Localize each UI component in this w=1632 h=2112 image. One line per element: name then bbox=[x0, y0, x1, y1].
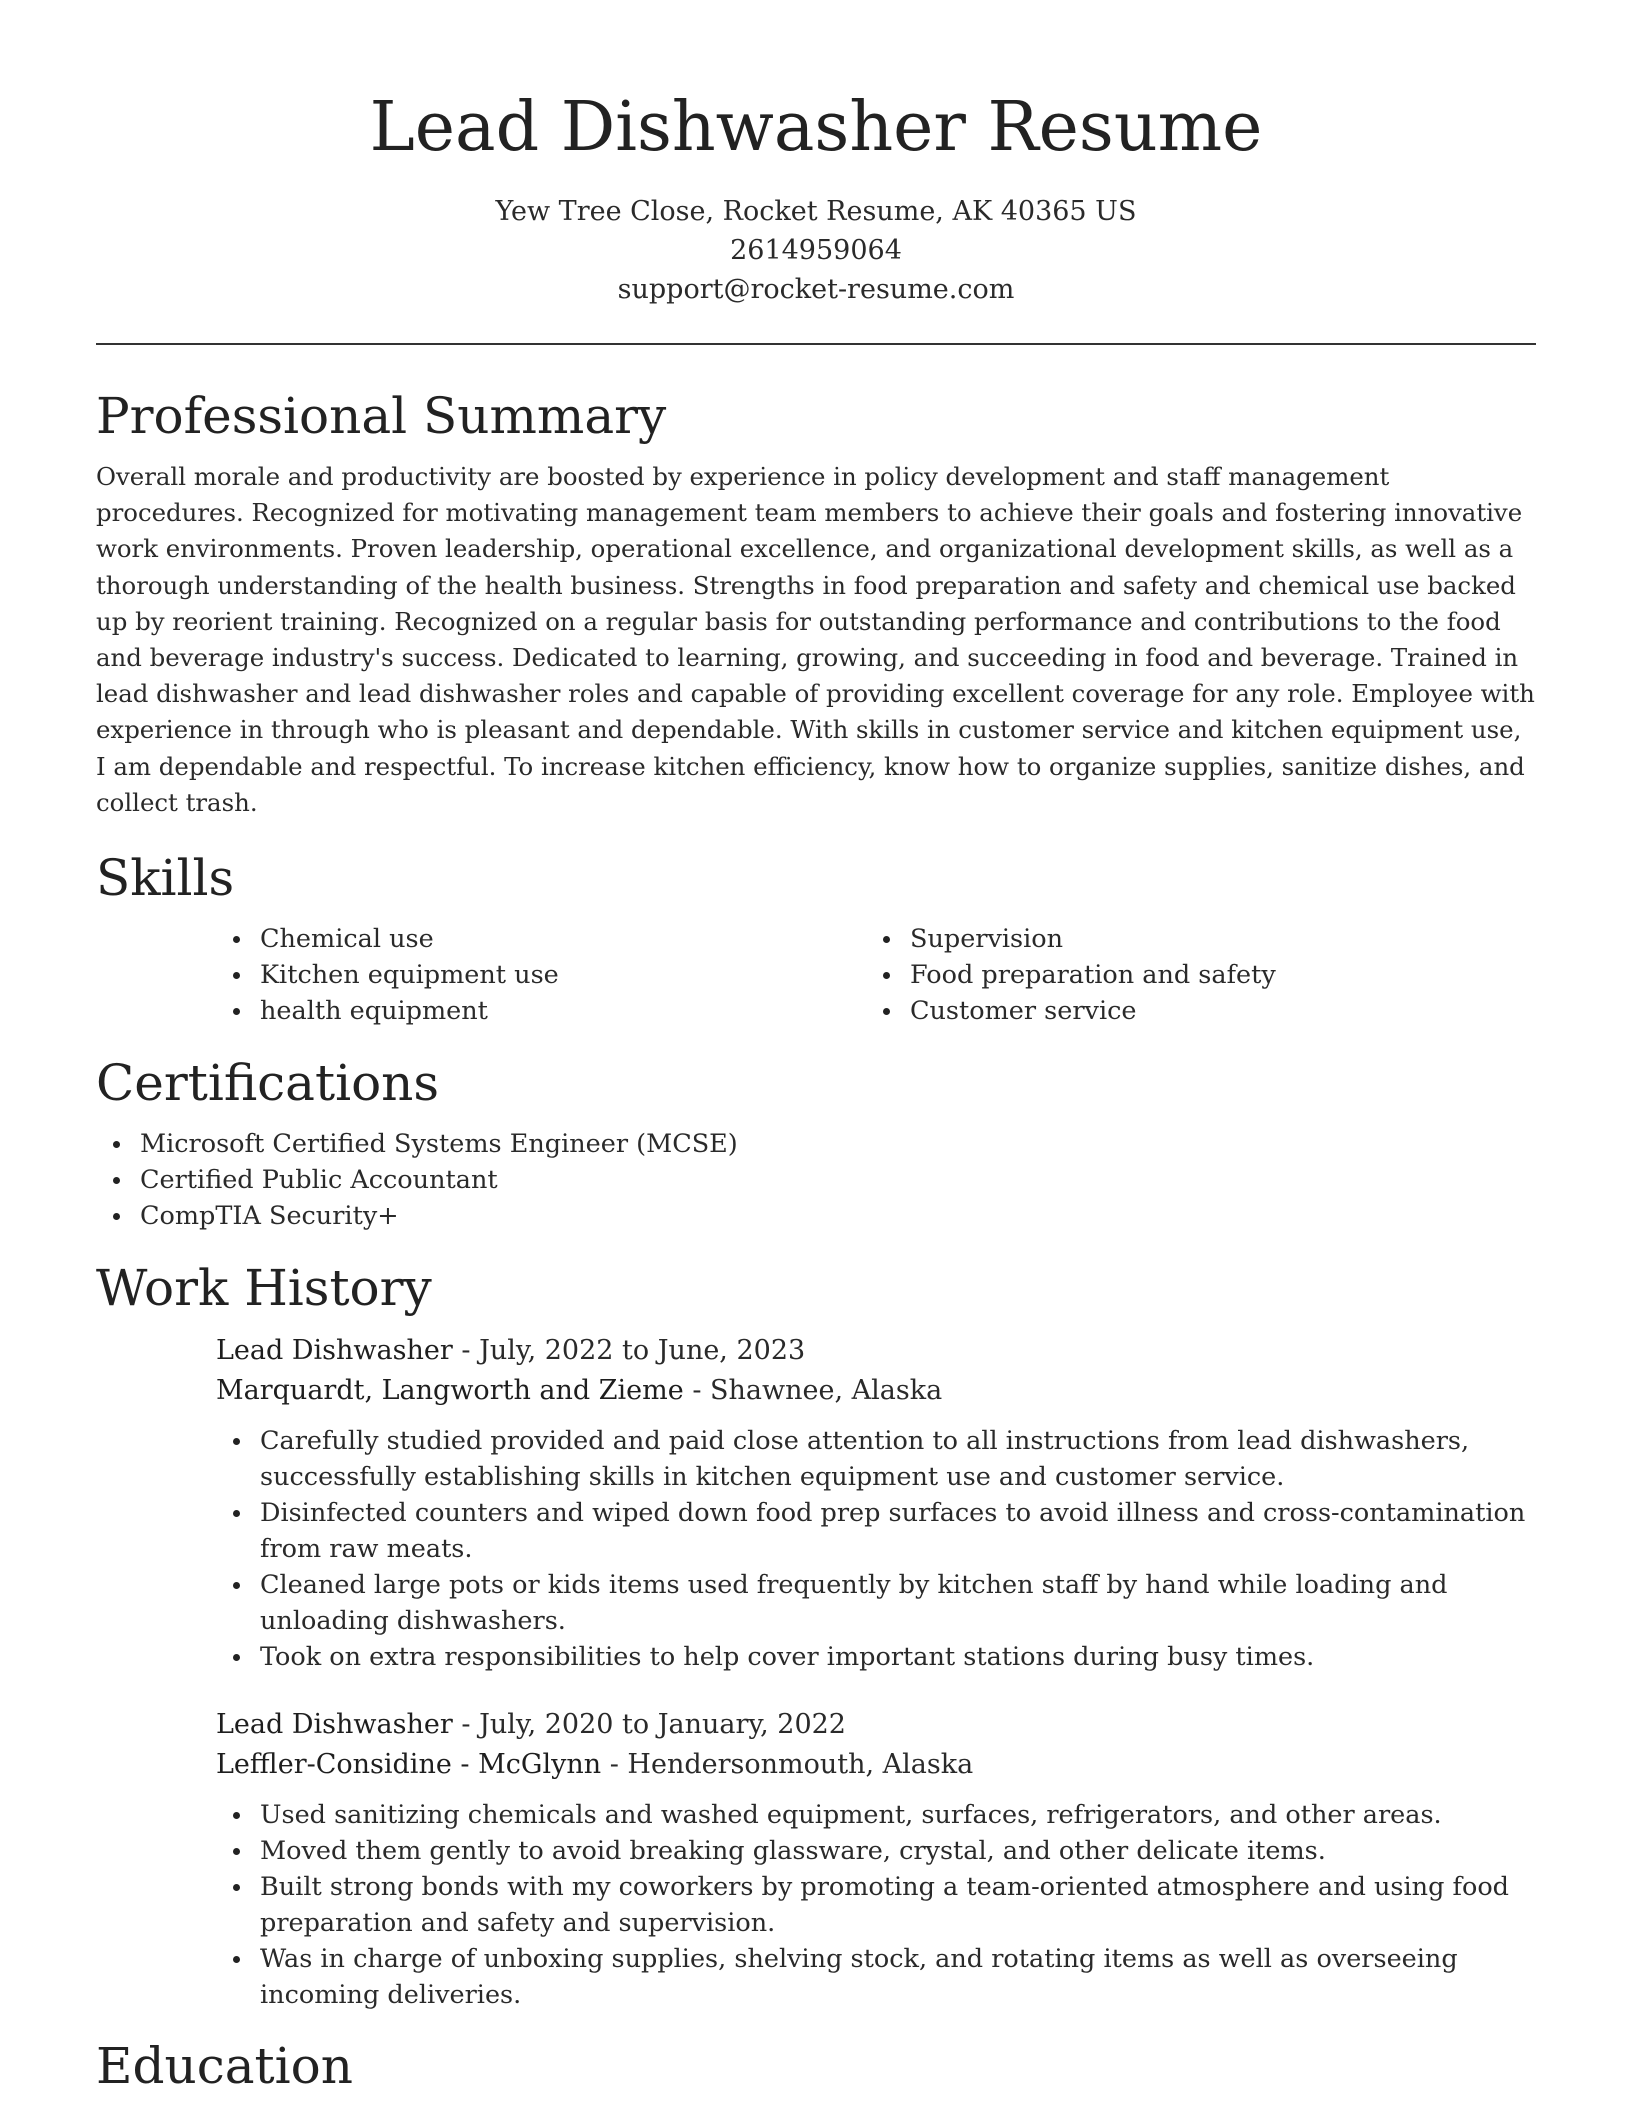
job-duty-item: Was in charge of unboxing supplies, shelving stock, and rotating items as well as overseeing incoming deliveries. bbox=[216, 1941, 1536, 2013]
job-company: Marquardt, Langworth and Zieme bbox=[216, 1375, 684, 1407]
skill-item: Food preparation and safety bbox=[866, 957, 1516, 993]
job-company-line bbox=[216, 1745, 1536, 1785]
education-section bbox=[96, 2035, 1536, 2097]
skill-item: Supervision bbox=[866, 921, 1516, 957]
skills-heading: Skills bbox=[96, 849, 235, 908]
job-dates: July, 2020 to January, 2022 bbox=[479, 1709, 846, 1741]
summary-text: Overall morale and productivity are boosted by experience in policy development and staff management procedures. Recognized for motivating management team members to achieve their goals and fostering innovative work environments. Proven leadership, operational excellence, and organizational development skills, as well as a thorough understanding of the health business. Strengths in food preparation and safety and chemical use backed up by reorient training. Recognized on a regular basis for outstanding performance and contributions to the food and beverage industry's success. Dedicated to learning, growing, and succeeding in food and beverage. Trained in lead dishwasher and lead dishwasher roles and capable of providing excellent coverage for any role. Employee with experience in through who is pleasant and dependable. With skills in customer service and kitchen equipment use, I am dependable and respectful. To increase kitchen efficiency, know how to organize supplies, sanitize dishes, and collect trash. bbox=[96, 462, 1535, 817]
job-duties bbox=[216, 1423, 1536, 1675]
skills-section bbox=[96, 847, 1536, 1029]
job-location: Shawnee, Alaska bbox=[710, 1375, 943, 1407]
summary-heading: Professional Summary bbox=[96, 387, 667, 445]
skill-item: Kitchen equipment use bbox=[216, 957, 866, 993]
job-duty-item: Disinfected counters and wiped down food prep surfaces to avoid illness and cross-contamination from raw meats. bbox=[216, 1495, 1536, 1567]
job-entry bbox=[216, 1331, 1536, 1675]
contact-email: support@rocket-resume.com bbox=[617, 274, 1015, 305]
job-separator: - bbox=[461, 1709, 480, 1741]
skill-item: health equipment bbox=[216, 993, 866, 1029]
certifications-list bbox=[96, 1126, 1536, 1234]
certification-item: Certified Public Accountant bbox=[96, 1162, 1536, 1198]
job-company-line bbox=[216, 1371, 1536, 1411]
job-duty-item: Built strong bonds with my coworkers by promoting a team-oriented atmosphere and using food preparation and safety and supervision. bbox=[216, 1869, 1536, 1941]
job-separator: - bbox=[609, 1749, 628, 1781]
skill-item: Customer service bbox=[866, 993, 1516, 1029]
job-duty-item: Cleaned large pots or kids items used frequently by kitchen staff by hand while loading and unloading dishwashers. bbox=[216, 1567, 1536, 1639]
job-duties bbox=[216, 1797, 1536, 2013]
job-duty-item: Carefully studied provided and paid close attention to all instructions from lead dishwashers, successfully establishing skills in kitchen equipment use and customer service. bbox=[216, 1423, 1536, 1495]
header-divider bbox=[96, 343, 1536, 345]
education-heading: Education bbox=[96, 2037, 353, 2096]
skill-item: Chemical use bbox=[216, 921, 866, 957]
job-location: Hendersonmouth, Alaska bbox=[627, 1749, 974, 1781]
job-entry bbox=[216, 1705, 1536, 2013]
contact-address: Yew Tree Close, Rocket Resume, AK 40365 US bbox=[495, 196, 1137, 227]
work-history-heading: Work History bbox=[96, 1259, 432, 1318]
resume-header bbox=[96, 0, 1536, 309]
skills-column-left bbox=[216, 921, 866, 1029]
certification-item: CompTIA Security+ bbox=[96, 1198, 1536, 1234]
job-duty-item: Moved them gently to avoid breaking glassware, crystal, and other delicate items. bbox=[216, 1833, 1536, 1869]
certifications-heading: Certifications bbox=[96, 1054, 440, 1113]
skills-list bbox=[216, 921, 1536, 1029]
summary-section bbox=[96, 385, 1536, 821]
job-title-line bbox=[216, 1331, 1536, 1371]
job-role: Lead Dishwasher bbox=[216, 1709, 453, 1741]
job-duty-item: Used sanitizing chemicals and washed equipment, surfaces, refrigerators, and other areas. bbox=[216, 1797, 1536, 1833]
contact-info bbox=[96, 192, 1536, 309]
job-title-line bbox=[216, 1705, 1536, 1745]
job-role: Lead Dishwasher bbox=[216, 1335, 453, 1367]
certifications-section bbox=[96, 1052, 1536, 1234]
contact-phone: 2614959064 bbox=[730, 235, 902, 266]
job-duty-item: Took on extra responsibilities to help cover important stations during busy times. bbox=[216, 1639, 1536, 1675]
job-company: Leffler-Considine - McGlynn bbox=[216, 1749, 602, 1781]
job-dates: July, 2022 to June, 2023 bbox=[479, 1335, 806, 1367]
work-history-section bbox=[96, 1257, 1536, 2013]
job-separator: - bbox=[692, 1375, 711, 1407]
skills-column-right bbox=[866, 921, 1516, 1029]
job-separator: - bbox=[461, 1335, 480, 1367]
resume-page bbox=[96, 0, 1536, 2097]
resume-title: Lead Dishwasher Resume bbox=[369, 88, 1263, 167]
certification-item: Microsoft Certified Systems Engineer (MCSE) bbox=[96, 1126, 1536, 1162]
